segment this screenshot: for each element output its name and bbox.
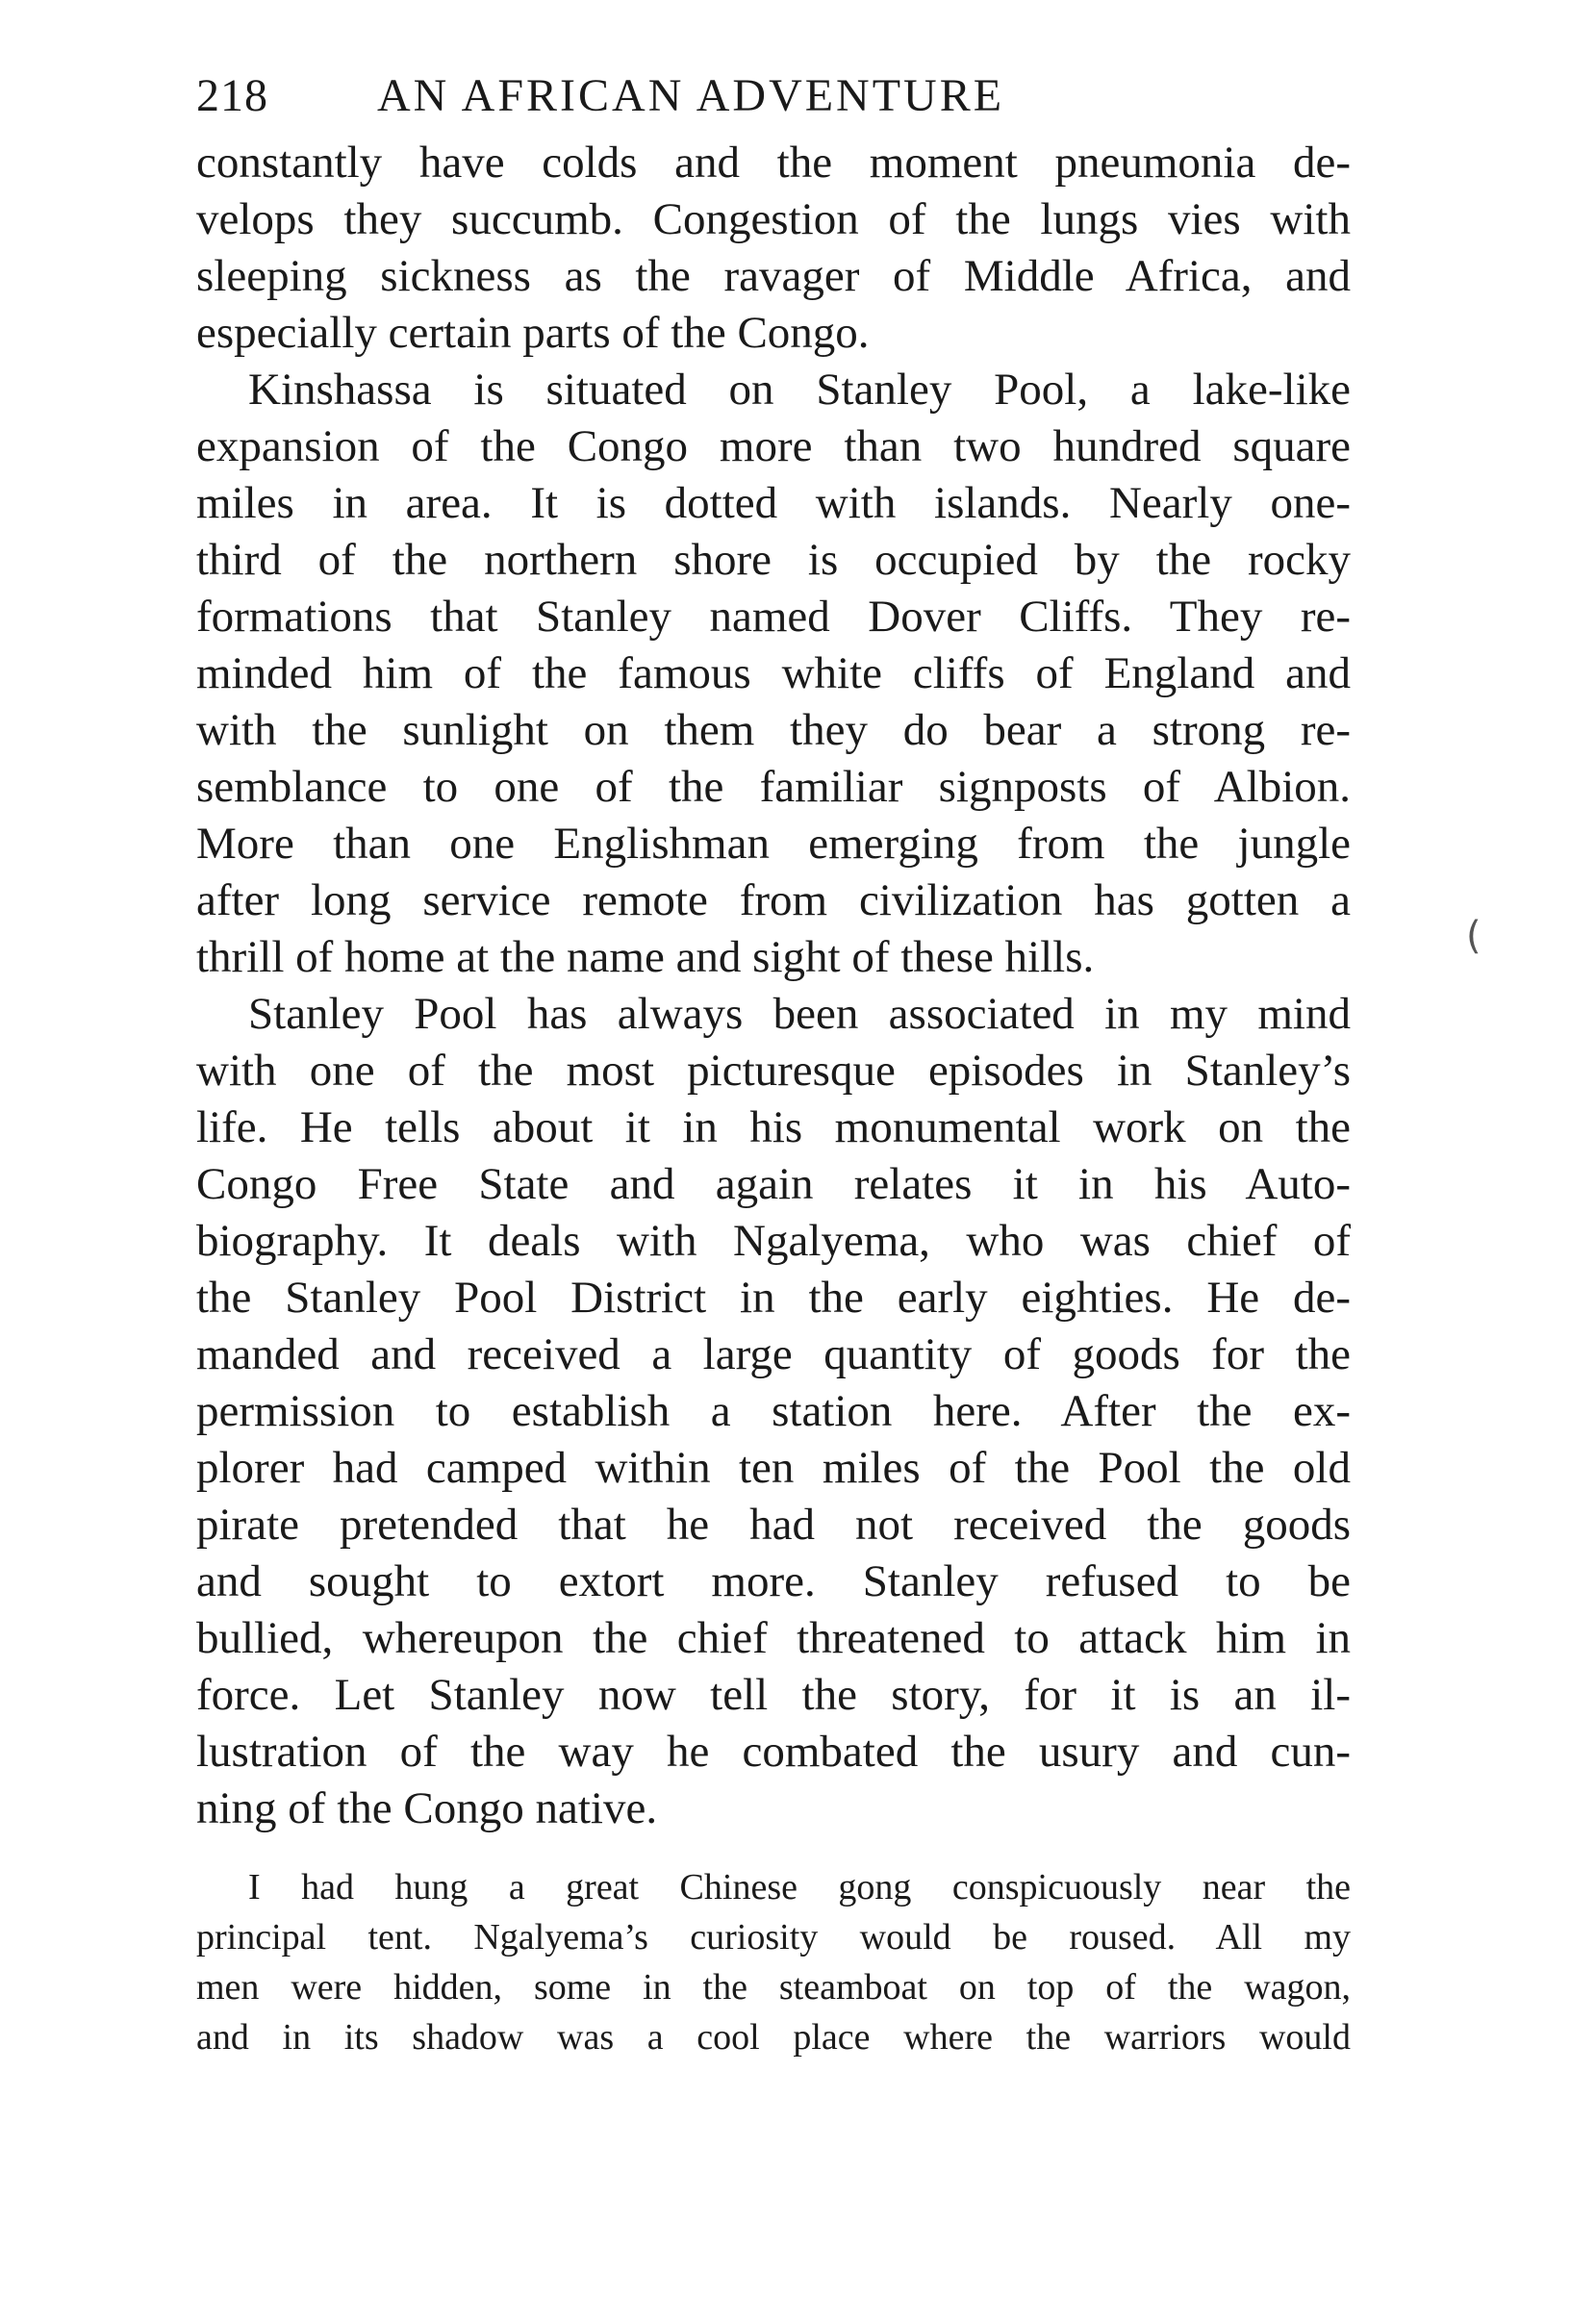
page-number: 218	[196, 70, 268, 121]
text-line: semblance to one of the familiar signposts of Albion.	[196, 762, 1351, 812]
book-title: AN AFRICAN ADVENTURE	[377, 70, 1005, 121]
text-line: life. He tells about it in his monumental work on the	[196, 1102, 1351, 1152]
text-line: biography. It deals with Ngalyema, who was chief of	[196, 1216, 1351, 1266]
quote-line: principal tent. Ngalyema’s curiosity would be roused. All my	[196, 1917, 1351, 1958]
text-line: lustration of the way he combated the usury and cun-	[196, 1727, 1351, 1777]
text-line: and sought to extort more. Stanley refused to be	[196, 1556, 1351, 1606]
text-line: especially certain parts of the Congo.	[196, 308, 870, 358]
scan-mark: (	[1466, 914, 1481, 958]
running-head	[196, 58, 1351, 135]
text-line: formations that Stanley named Dover Cliffs. They re-	[196, 592, 1351, 642]
quote-line: and in its shadow was a cool place where the warriors would	[196, 2017, 1351, 2058]
text-line: plorer had camped within ten miles of the Pool the old	[196, 1443, 1351, 1493]
paragraph-2	[196, 362, 1351, 986]
text-line: velops they succumb. Congestion of the lungs vies with	[196, 194, 1351, 244]
text-line: bullied, whereupon the chief threatened to attack him in	[196, 1613, 1351, 1663]
book-page	[196, 58, 1351, 2062]
text-line: thrill of home at the name and sight of these hills.	[196, 932, 1095, 982]
text-line: miles in area. It is dotted with islands. Nearly one-	[196, 478, 1351, 528]
text-line: force. Let Stanley now tell the story, for it is an il-	[196, 1670, 1351, 1720]
text-line: Kinshassa is situated on Stanley Pool, a lake-like	[248, 365, 1351, 415]
text-line: after long service remote from civilization has gotten a	[196, 875, 1351, 925]
quote-line: I had hung a great Chinese gong conspicuously near the	[248, 1867, 1351, 1907]
text-line: the Stanley Pool District in the early eighties. He de-	[196, 1273, 1351, 1323]
text-line: sleeping sickness as the ravager of Middle Africa, and	[196, 251, 1351, 301]
text-line: More than one Englishman emerging from the jungle	[196, 819, 1351, 869]
text-line: third of the northern shore is occupied by the rocky	[196, 535, 1351, 585]
text-line: with one of the most picturesque episodes in Stanley’s	[196, 1046, 1351, 1096]
block-quote	[196, 1862, 1351, 2062]
text-line: expansion of the Congo more than two hundred square	[196, 421, 1351, 471]
text-line: manded and received a large quantity of goods for the	[196, 1329, 1351, 1379]
text-line: constantly have colds and the moment pneumonia de-	[196, 138, 1351, 188]
paragraph-1	[196, 135, 1351, 362]
text-line: pirate pretended that he had not received the goods	[196, 1500, 1351, 1550]
text-line: ning of the Congo native.	[196, 1783, 658, 1833]
text-line: minded him of the famous white cliffs of England and	[196, 648, 1351, 698]
text-line: Congo Free State and again relates it in his Auto-	[196, 1159, 1351, 1209]
quote-line: men were hidden, some in the steamboat on top of the wagon,	[196, 1967, 1351, 2008]
text-line: with the sunlight on them they do bear a strong re-	[196, 705, 1351, 755]
text-line: permission to establish a station here. After the ex-	[196, 1386, 1351, 1436]
paragraph-3	[196, 986, 1351, 1837]
text-line: Stanley Pool has always been associated in my mind	[248, 989, 1351, 1039]
